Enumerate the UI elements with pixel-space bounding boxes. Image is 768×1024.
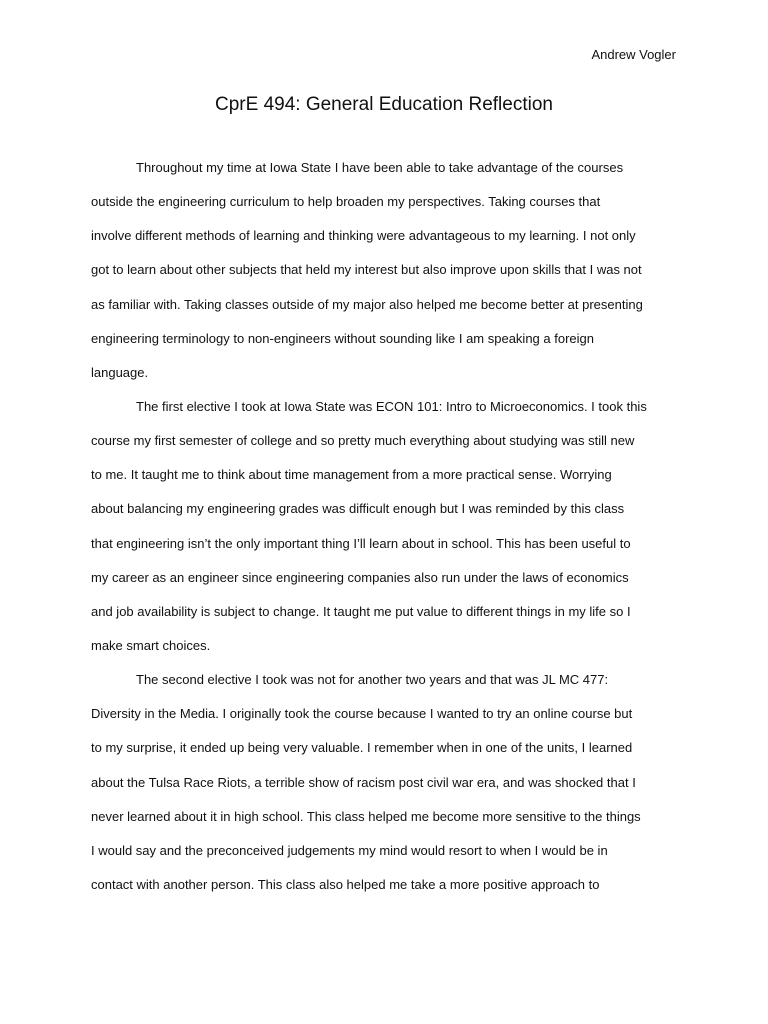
text-line: language. xyxy=(91,364,149,380)
text-line: as familiar with. Taking classes outside of my major also helped me become better at presenting xyxy=(91,296,643,312)
text-line: about balancing my engineering grades was difficult enough but I was reminded by this class xyxy=(91,501,625,517)
text-line: to me. It taught me to think about time management from a more practical sense. Worrying xyxy=(91,467,612,483)
text-line: got to learn about other subjects that held my interest but also improve upon skills that I was not xyxy=(91,262,642,278)
text-line: my career as an engineer since engineering companies also run under the laws of economics xyxy=(91,569,629,585)
paragraph-3 xyxy=(91,668,683,907)
text-line: about the Tulsa Race Riots, a terrible show of racism post civil war era, and was shocked that I xyxy=(91,774,636,790)
text-line: Diversity in the Media. I originally took the course because I wanted to try an online course but xyxy=(91,706,633,722)
text-line: The first elective I took at Iowa State was ECON 101: Intro to Microeconomics. I took this xyxy=(136,398,647,414)
author-name: Andrew Vogler xyxy=(591,47,676,62)
text-line: The second elective I took was not for another two years and that was JL MC 477: xyxy=(136,672,609,688)
text-line: make smart choices. xyxy=(91,637,211,653)
paragraph-1 xyxy=(91,156,683,395)
text-line: involve different methods of learning and thinking were advantageous to my learning. I not only xyxy=(91,228,636,244)
text-line: to my surprise, it ended up being very valuable. I remember when in one of the units, I learned xyxy=(91,740,633,756)
text-line: engineering terminology to non-engineers without sounding like I am speaking a foreign xyxy=(91,330,594,346)
text-line: and job availability is subject to change. It taught me put value to different things in my life so I xyxy=(91,603,631,619)
document-title: CprE 494: General Education Reflection xyxy=(215,94,553,115)
text-line: outside the engineering curriculum to help broaden my perspectives. Taking courses that xyxy=(91,194,601,210)
paragraph-2 xyxy=(91,395,683,668)
text-line: that engineering isn’t the only important thing I’ll learn about in school. This has been useful to xyxy=(91,535,631,551)
text-line: contact with another person. This class also helped me take a more positive approach to xyxy=(91,876,600,892)
document-body xyxy=(91,156,683,907)
text-line: course my first semester of college and so pretty much everything about studying was still new xyxy=(91,433,635,449)
text-line: I would say and the preconceived judgements my mind would resort to when I would be in xyxy=(91,842,608,858)
text-line: Throughout my time at Iowa State I have been able to take advantage of the courses xyxy=(136,160,624,175)
text-line: never learned about it in high school. This class helped me become more sensitive to the things xyxy=(91,808,641,824)
